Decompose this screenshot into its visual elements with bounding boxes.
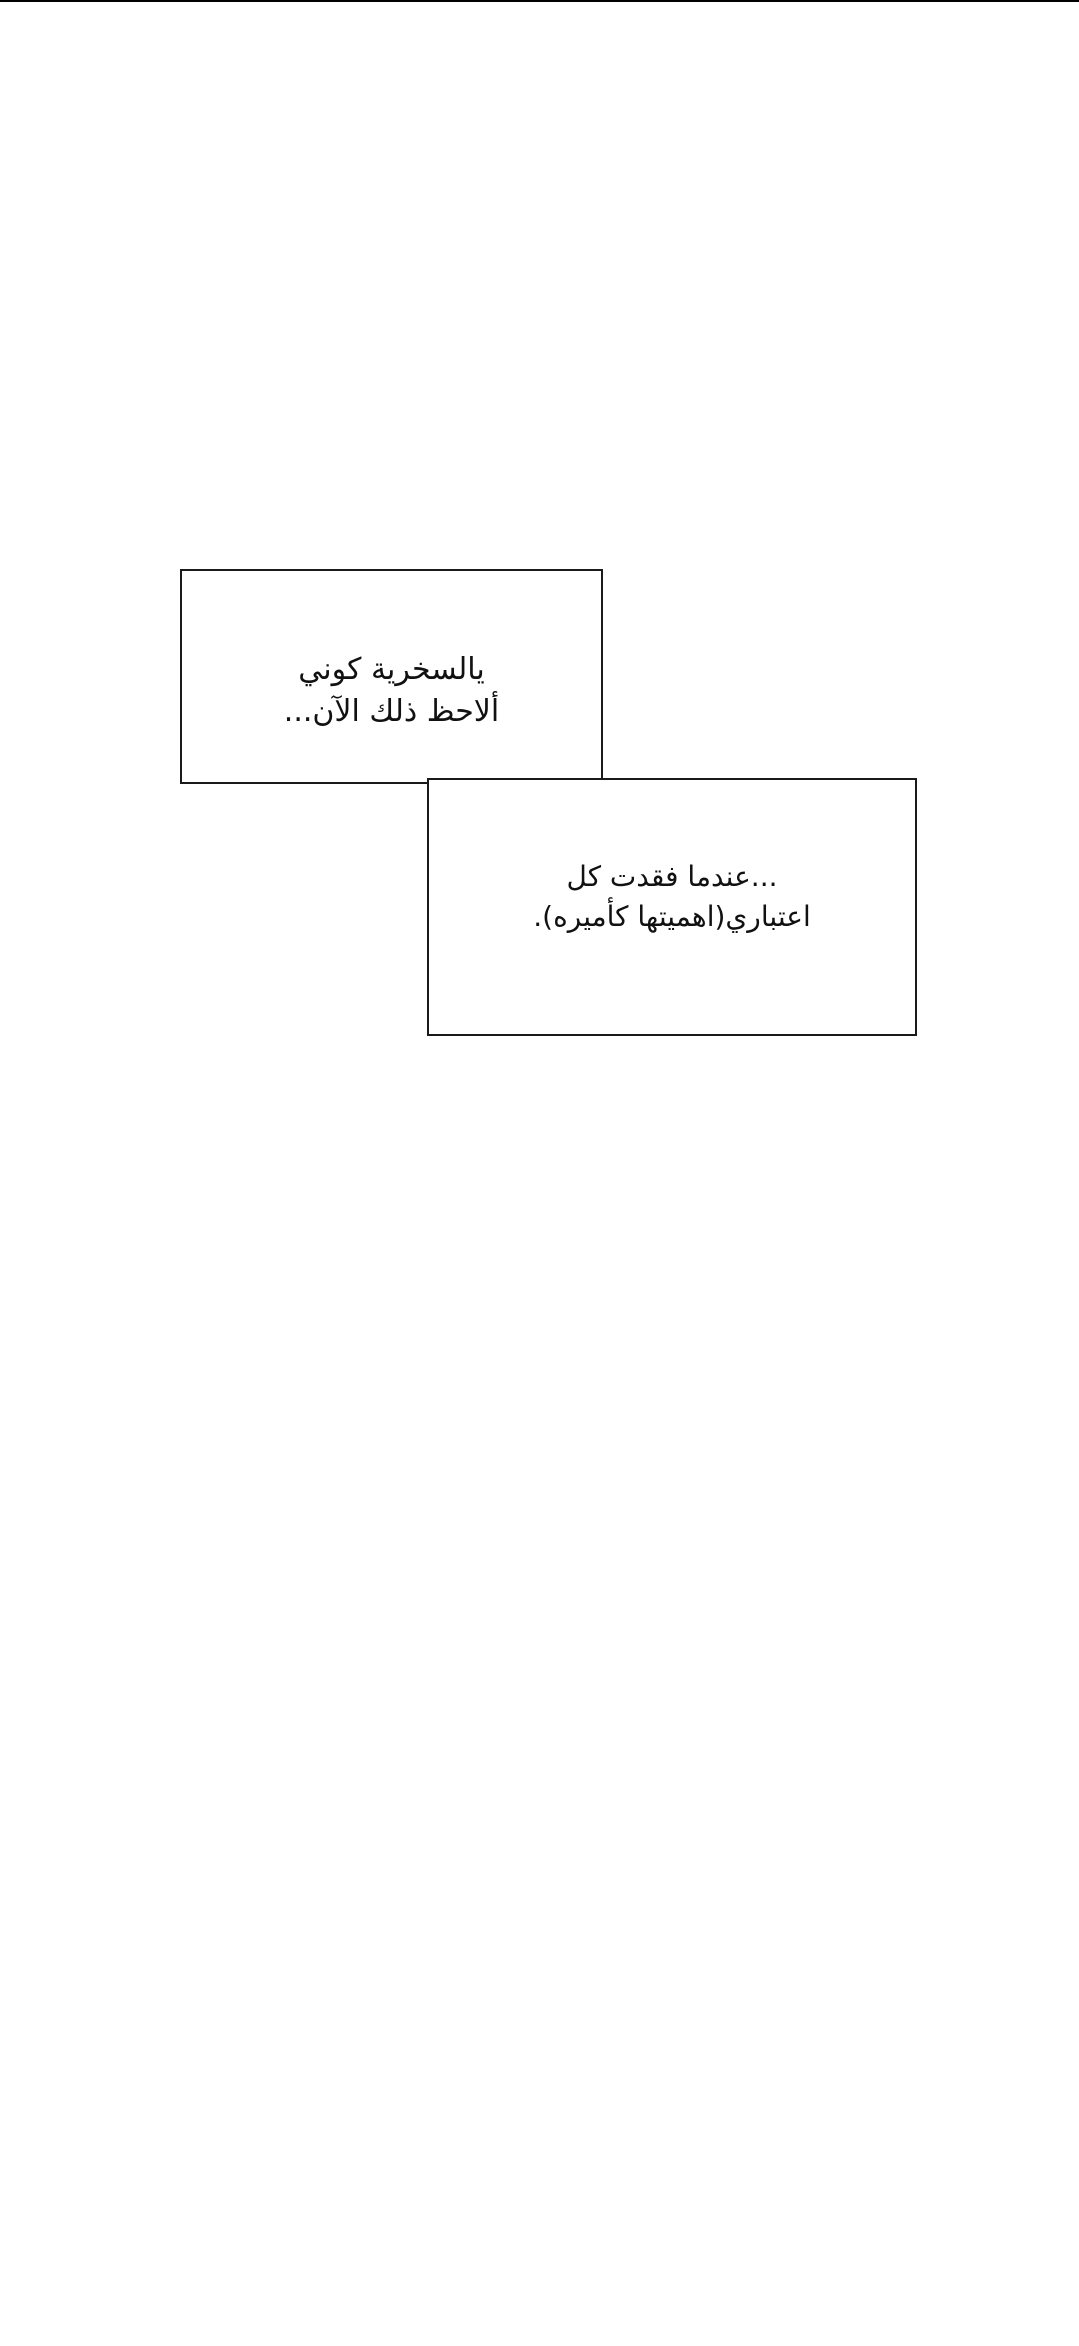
top-border-line: [0, 0, 1079, 2]
narration-text-1: [284, 649, 499, 733]
narration-box-1: [180, 569, 603, 784]
narration-1-line-2: ألاحظ ذلك الآن...: [283, 693, 500, 729]
narration-text-2: [533, 857, 811, 937]
narration-2-line-2: اعتباري(اهميتها كأميره).: [533, 900, 811, 933]
narration-box-2: [427, 778, 917, 1036]
narration-1-line-1: يالسخرية كوني: [298, 651, 485, 687]
narration-2-line-1: ...عندما فقدت كل: [566, 860, 778, 893]
